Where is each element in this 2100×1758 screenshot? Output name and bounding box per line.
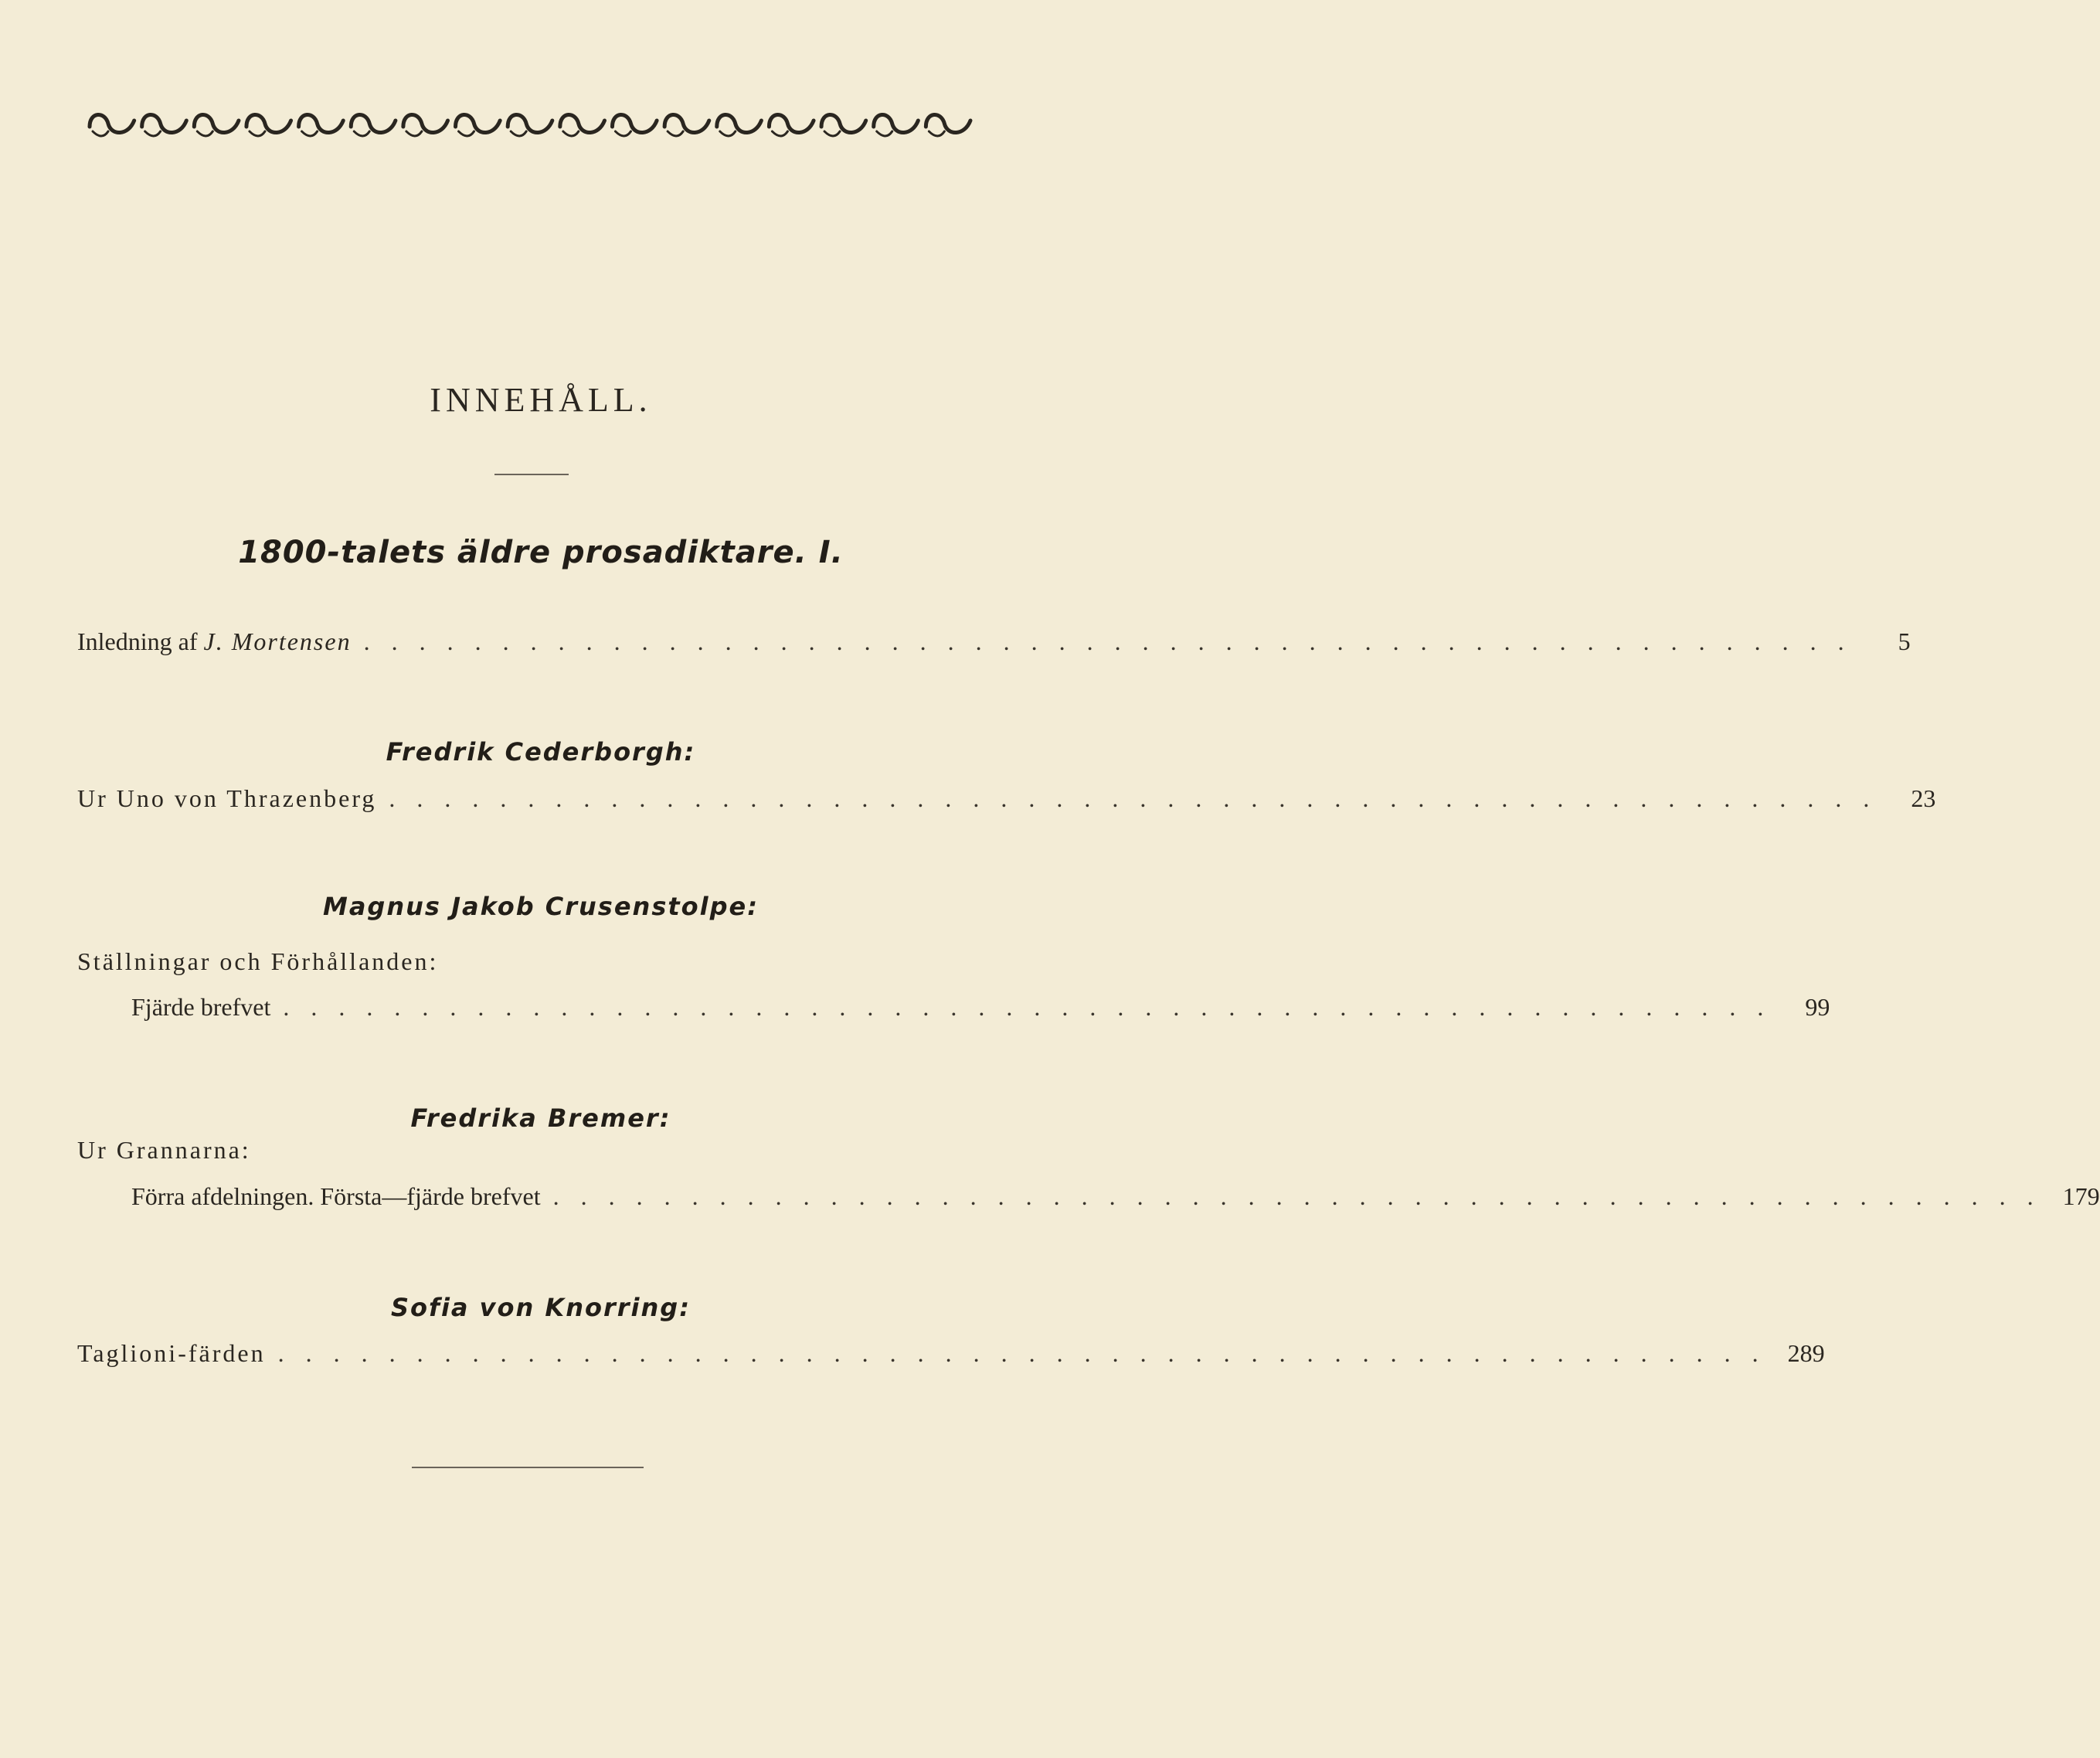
- toc-entry-label-author: J. Mortensen: [203, 627, 352, 655]
- ornament-curl: [615, 131, 630, 136]
- toc-entry-label: [77, 627, 352, 656]
- toc-leader-dots: . . . . . . . . . . . . . . . . . . . . . . . . . . . . . . . . . . . . . . . . . . . . . . . . . . . . . .: [363, 627, 1852, 655]
- toc-entry-fjarde-brefvet[interactable]: [131, 993, 1830, 1027]
- toc-entry-label: Fjärde brefvet: [131, 993, 271, 1021]
- toc-page-number: 23: [1911, 784, 1936, 812]
- author-heading-knorring: Sofia von Knorring:: [391, 1293, 691, 1322]
- bottom-divider: [412, 1467, 644, 1468]
- ornament-border: [85, 100, 974, 147]
- toc-leader-dots: . . . . . . . . . . . . . . . . . . . . . . . . . . . . . . . . . . . . . . . . . . . . . . . . . . . . . .: [277, 1339, 1766, 1367]
- ornament-scroll: [142, 114, 187, 132]
- ornament-curl: [145, 131, 161, 136]
- ornament-scroll: [351, 114, 396, 132]
- title-divider: [494, 474, 569, 475]
- ornament-scroll: [403, 114, 448, 132]
- ornament-curl: [772, 131, 787, 136]
- toc-entry-label: Förra afdelningen. Första—fjärde brefvet: [131, 1182, 541, 1210]
- ornament-curl: [302, 131, 318, 136]
- ornament-scroll: [194, 114, 239, 132]
- ornament-scroll: [821, 114, 866, 132]
- ornament-scroll: [612, 114, 657, 132]
- toc-entry-forra-afdelningen[interactable]: [131, 1182, 2100, 1216]
- ornament-curl: [197, 131, 212, 136]
- author-heading-crusenstolpe: Magnus Jakob Crusenstolpe:: [322, 892, 759, 921]
- ornament-scroll: [717, 114, 762, 132]
- ornament-curl: [354, 131, 369, 136]
- ornament-curl: [929, 131, 944, 136]
- toc-leader-dots: . . . . . . . . . . . . . . . . . . . . . . . . . . . . . . . . . . . . . . . . . . . . . . . . . . . . . .: [283, 993, 1772, 1021]
- toc-page-number: 99: [1805, 993, 1830, 1021]
- ornament-scroll: [299, 114, 344, 132]
- ornament-scroll: [664, 114, 709, 132]
- toc-page-number: 289: [1787, 1339, 1825, 1367]
- ornament-scroll: [90, 114, 134, 132]
- toc-leader-dots: . . . . . . . . . . . . . . . . . . . . . . . . . . . . . . . . . . . . . . . . . . . . . . . . . . . . . .: [552, 1182, 2041, 1210]
- ornament-curl: [563, 131, 579, 136]
- ornament-curl: [877, 131, 892, 136]
- toc-entry-label: Ur Uno von Thrazenberg: [77, 784, 377, 812]
- ornament-scroll: [769, 114, 814, 132]
- ornament-curl: [93, 131, 108, 136]
- ornament-curl: [459, 131, 474, 136]
- toc-entry-uno-von-thrazenberg[interactable]: [77, 784, 1936, 818]
- ornament-curl: [511, 131, 526, 136]
- ornament-scroll: [508, 114, 552, 132]
- author-heading-cederborgh: Fredrik Cederborgh:: [386, 737, 696, 767]
- ornament-curl: [824, 131, 840, 136]
- toc-leader-dots: . . . . . . . . . . . . . . . . . . . . . . . . . . . . . . . . . . . . . . . . . . . . . . . . . . . . . .: [389, 784, 1877, 812]
- ornament-scroll: [560, 114, 605, 132]
- author-heading-bremer: Fredrika Bremer:: [410, 1103, 671, 1133]
- ornament-scroll: [246, 114, 291, 132]
- ornament-curl: [668, 131, 683, 136]
- toc-page-number: 5: [1898, 627, 1911, 655]
- ornament-curl: [720, 131, 736, 136]
- toc-entry-label-prefix: Inledning af: [77, 627, 204, 655]
- ornament-scroll: [874, 114, 919, 132]
- ornament-curl: [250, 131, 265, 136]
- page-title: INNEHÅLL.: [430, 381, 652, 419]
- ornament-curl: [406, 131, 422, 136]
- ornament-scroll: [456, 114, 501, 132]
- toc-entry-taglioni-farden[interactable]: [77, 1339, 1825, 1373]
- toc-page-number: 179: [2062, 1182, 2100, 1210]
- work-heading-stallningar: Ställningar och Förhållanden:: [77, 947, 439, 975]
- ornament-scroll: [926, 114, 970, 132]
- toc-entry-label: Taglioni-färden: [77, 1339, 266, 1367]
- work-heading-grannarna: Ur Grannarna:: [77, 1136, 251, 1164]
- toc-entry-inledning[interactable]: [77, 627, 1911, 661]
- series-title: 1800-talets äldre prosadiktare. I.: [238, 535, 844, 570]
